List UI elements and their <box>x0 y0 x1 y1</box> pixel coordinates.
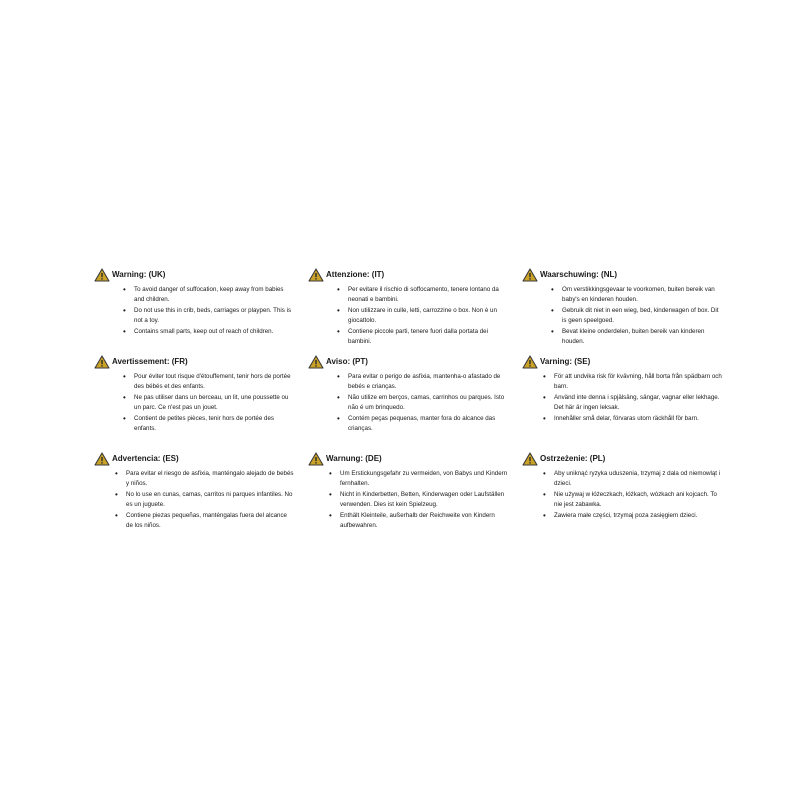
warning-triangle-icon <box>308 268 324 282</box>
list-item: • Innehåller små delar, förvaras utom räckhåll för barn. <box>522 414 722 424</box>
warning-block-nl <box>522 267 752 348</box>
list-item: • Om verstikkingsgevaar te voorkomen, buiten bereik van baby's en kinderen houden. <box>522 285 720 305</box>
warning-list <box>522 285 752 347</box>
warning-triangle-icon <box>308 452 324 466</box>
list-item: • Per evitare il rischio di soffocamento, tenere lontano da neonati e bambini. <box>308 285 506 305</box>
warning-block-es <box>94 451 324 532</box>
warning-list <box>522 372 752 424</box>
warning-list <box>94 469 324 531</box>
list-item: • Aby uniknąć ryzyka uduszenia, trzymaj z dala od niemowląt i dzieci. <box>522 469 722 489</box>
warning-title: Waarschuwing: (NL) <box>540 270 618 279</box>
list-item: • Zawiera małe części, trzymaj poza zasięgiem dzieci. <box>522 511 722 521</box>
warning-title: Varning: (SE) <box>540 357 591 366</box>
list-item: • Um Erstickungsgefahr zu vermeiden, von Babys und Kindern fernhalten. <box>308 469 508 489</box>
warning-list <box>308 285 538 347</box>
warning-block-se <box>522 354 752 425</box>
warning-list <box>94 285 324 337</box>
warning-block-pt <box>308 354 538 435</box>
warning-triangle-icon <box>522 355 538 369</box>
warning-title: Warning: (UK) <box>112 270 166 279</box>
list-item: • Bevat kleine onderdelen, buiten bereik van kinderen houden. <box>522 327 720 347</box>
warning-header <box>94 451 324 467</box>
warning-triangle-icon <box>94 268 110 282</box>
list-item: • Enthält Kleinteile, außerhalb der Reichweite von Kindern aufbewahren. <box>308 511 508 531</box>
warning-title: Advertencia: (ES) <box>112 454 179 463</box>
warning-title: Attenzione: (IT) <box>326 270 385 279</box>
warning-list <box>308 372 538 434</box>
warning-list <box>94 372 324 434</box>
list-item: • Ne pas utiliser dans un berceau, un lit, une poussette ou un parc. Ce n'est pas un jouet. <box>94 393 292 413</box>
warning-triangle-icon <box>308 355 324 369</box>
warning-list <box>522 469 752 521</box>
warning-header <box>308 354 538 370</box>
warning-title: Avertissement: (FR) <box>112 357 188 366</box>
warning-block-pl <box>522 451 752 522</box>
warning-triangle-icon <box>522 268 538 282</box>
warning-header <box>522 354 752 370</box>
list-item: • Do not use this in crib, beds, carriages or playpen. This is not a toy. <box>94 306 292 326</box>
warning-header <box>308 451 538 467</box>
list-item: • Contient de petites pièces, tenir hors de portée des enfants. <box>94 414 292 434</box>
list-item: • Contém peças pequenas, manter fora do alcance das crianças. <box>308 414 506 434</box>
warning-title: Ostrzeżenie: (PL) <box>540 454 606 463</box>
warning-block-fr <box>94 354 324 435</box>
warning-triangle-icon <box>522 452 538 466</box>
warning-triangle-icon <box>94 452 110 466</box>
list-item: • Não utilize em berços, camas, carrinhos ou parques. Isto não é um brinquedo. <box>308 393 506 413</box>
warning-header <box>94 354 324 370</box>
list-item: • Non utilizzare in culle, letti, carrozzine o box. Non è un giocattolo. <box>308 306 506 326</box>
warning-title: Warnung: (DE) <box>326 454 382 463</box>
list-item: • Nicht in Kinderbetten, Betten, Kinderwagen oder Laufställen verwenden. Dies ist kein Spielzeug. <box>308 490 508 510</box>
list-item: • Contiene piccole parti, tenere fuori dalla portata dei bambini. <box>308 327 506 347</box>
warning-list <box>308 469 538 531</box>
list-item: • Pour éviter tout risque d'étouffement, tenir hors de portée des bébés et des enfants. <box>94 372 292 392</box>
warning-title: Aviso: (PT) <box>326 357 368 366</box>
warning-block-uk <box>94 267 324 338</box>
list-item: • För att undvika risk för kvävning, håll borta från spädbarn och barn. <box>522 372 722 392</box>
warning-header <box>522 267 752 283</box>
list-item: • Contains small parts, keep out of reach of children. <box>94 327 292 337</box>
warning-block-de <box>308 451 538 532</box>
list-item: • To avoid danger of suffocation, keep away from babies and children. <box>94 285 292 305</box>
list-item: • Använd inte denna i spjälsäng, sängar, vagnar eller lekhage. Det här är ingen leksak. <box>522 393 722 413</box>
warning-header <box>522 451 752 467</box>
list-item: • Para evitar o perigo de asfixia, mantenha-o afastado de bebés e crianças. <box>308 372 506 392</box>
list-item: • Nie używaj w łóżeczkach, łóżkach, wózkach ani kojcach. To nie jest zabawka. <box>522 490 722 510</box>
warning-block-it <box>308 267 538 348</box>
warning-header <box>308 267 538 283</box>
list-item: • Para evitar el riesgo de asfixia, manténgalo alejado de bebés y niños. <box>94 469 294 489</box>
warning-header <box>94 267 324 283</box>
list-item: • Gebruik dit niet in een wieg, bed, kinderwagen of box. Dit is geen speelgoed. <box>522 306 720 326</box>
warning-triangle-icon <box>94 355 110 369</box>
list-item: • Contiene piezas pequeñas, manténgalas fuera del alcance de los niños. <box>94 511 294 531</box>
list-item: • No lo use en cunas, camas, carritos ni parques infantiles. No es un juguete. <box>94 490 294 510</box>
